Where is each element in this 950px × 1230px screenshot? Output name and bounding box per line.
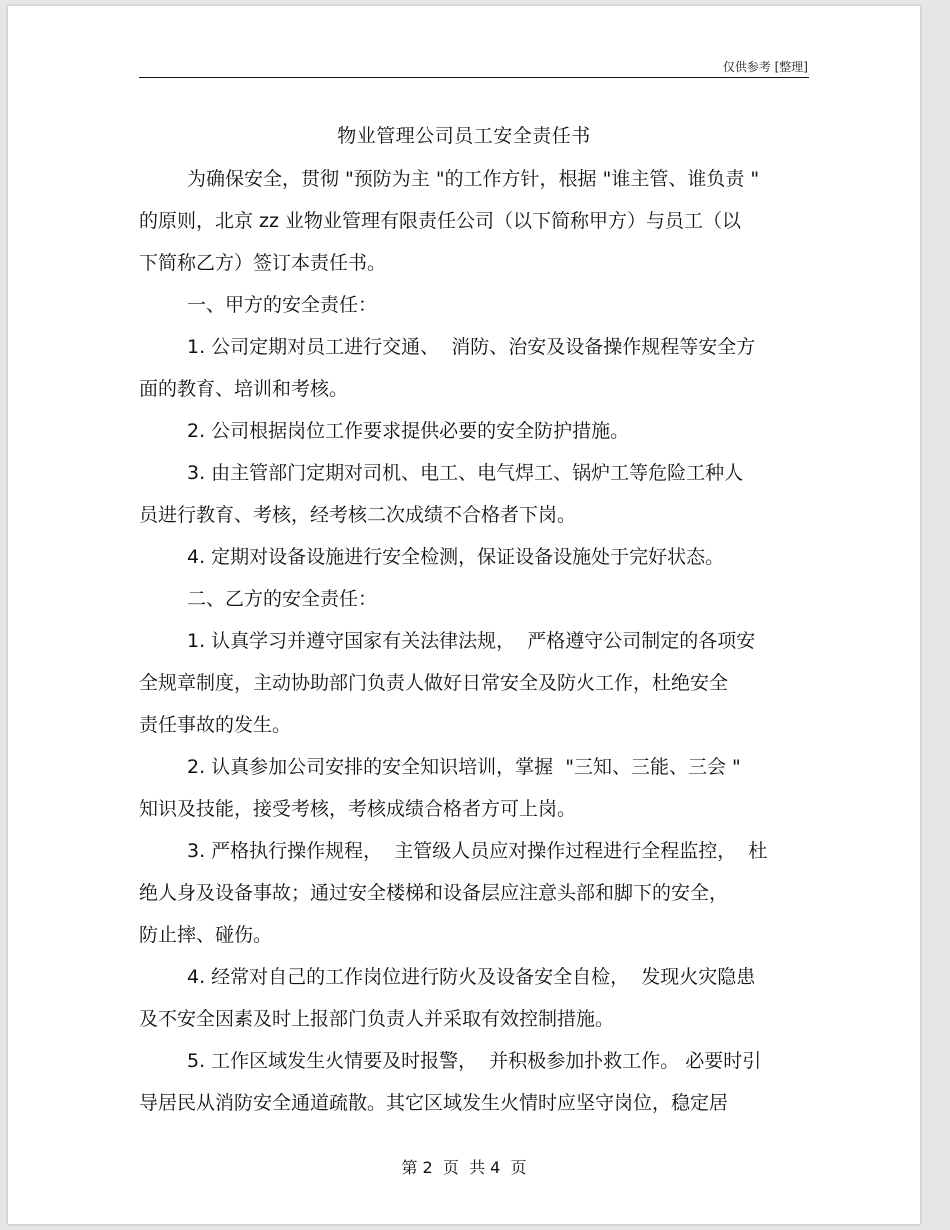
text-line: 全规章制度，主动协助部门负责人做好日常安全及防火工作，杜绝安全 — [139, 672, 729, 694]
text-line: 4. 经常对自己的工作岗位进行防火及设备安全自检， 发现火灾隐患 — [187, 966, 756, 988]
section-heading-party-b — [139, 578, 811, 620]
page-number-footer: 第 2 页 共 4 页 — [401, 1158, 527, 1177]
text-line: 1. 认真学习并遵守国家有关法律法规， 严格遵守公司制定的各项安 — [187, 630, 756, 652]
text-line: 员进行教育、考核，经考核二次成绩不合格者下岗。 — [139, 504, 577, 526]
text-line: 知识及技能，接受考核，考核成绩合格者方可上岗。 — [139, 798, 577, 820]
section-heading-party-a — [139, 284, 811, 326]
text-line: 一、甲方的安全责任： — [187, 294, 378, 316]
paragraph-b1 — [139, 620, 811, 746]
text-line: 2. 公司根据岗位工作要求提供必要的安全防护措施。 — [187, 420, 630, 442]
header-divider — [139, 77, 809, 78]
text-line: 导居民从消防安全通道疏散。其它区域发生火情时应坚守岗位，稳定居 — [139, 1092, 729, 1114]
text-line: 1. 公司定期对员工进行交通、 消防、治安及设备操作规程等安全方 — [187, 336, 756, 358]
text-line: 及不安全因素及时上报部门负责人并采取有效控制措施。 — [139, 1008, 615, 1030]
text-line: 防止摔、碰伤。 — [139, 924, 273, 946]
document-body — [139, 158, 811, 1124]
text-line: 二、乙方的安全责任： — [187, 588, 378, 610]
text-line: 责任事故的发生。 — [139, 714, 292, 736]
text-line: 3. 由主管部门定期对司机、电工、电气焊工、锅炉工等危险工种人 — [187, 462, 744, 484]
paragraph-b2 — [139, 746, 811, 830]
paragraph-b4 — [139, 956, 811, 1040]
paragraph-a1 — [139, 326, 811, 410]
paragraph-a4 — [139, 536, 811, 578]
document-title: 物业管理公司员工安全责任书 — [337, 125, 591, 147]
paragraph-b3 — [139, 830, 811, 956]
paragraph-b5 — [139, 1040, 811, 1124]
text-line: 5. 工作区域发生火情要及时报警， 并积极参加扑救工作。 必要时引 — [187, 1050, 762, 1072]
text-line: 下简称乙方）签订本责任书。 — [139, 252, 387, 274]
text-line: 3. 严格执行操作规程， 主管级人员应对操作过程进行全程监控， 杜 — [187, 840, 768, 862]
paragraph-a2 — [139, 410, 811, 452]
text-line: 为确保安全，贯彻 "预防为主 "的工作方针，根据 "谁主管、谁负责 " — [187, 168, 760, 190]
text-line: 面的教育、培训和考核。 — [139, 378, 349, 400]
text-line: 绝人身及设备事故；通过安全楼梯和设备层应注意头部和脚下的安全， — [139, 882, 729, 904]
paragraph-intro — [139, 158, 811, 284]
document-page — [8, 6, 920, 1224]
text-line: 4. 定期对设备设施进行安全检测，保证设备设施处于完好状态。 — [187, 546, 725, 568]
header-note: 仅供参考 [整理] — [722, 60, 808, 74]
paragraph-a3 — [139, 452, 811, 536]
text-line: 2. 认真参加公司安排的安全知识培训，掌握 "三知、三能、三会 " — [187, 756, 741, 778]
text-line: 的原则，北京 zz 业物业管理有限责任公司（以下简称甲方）与员工（以 — [139, 210, 742, 232]
